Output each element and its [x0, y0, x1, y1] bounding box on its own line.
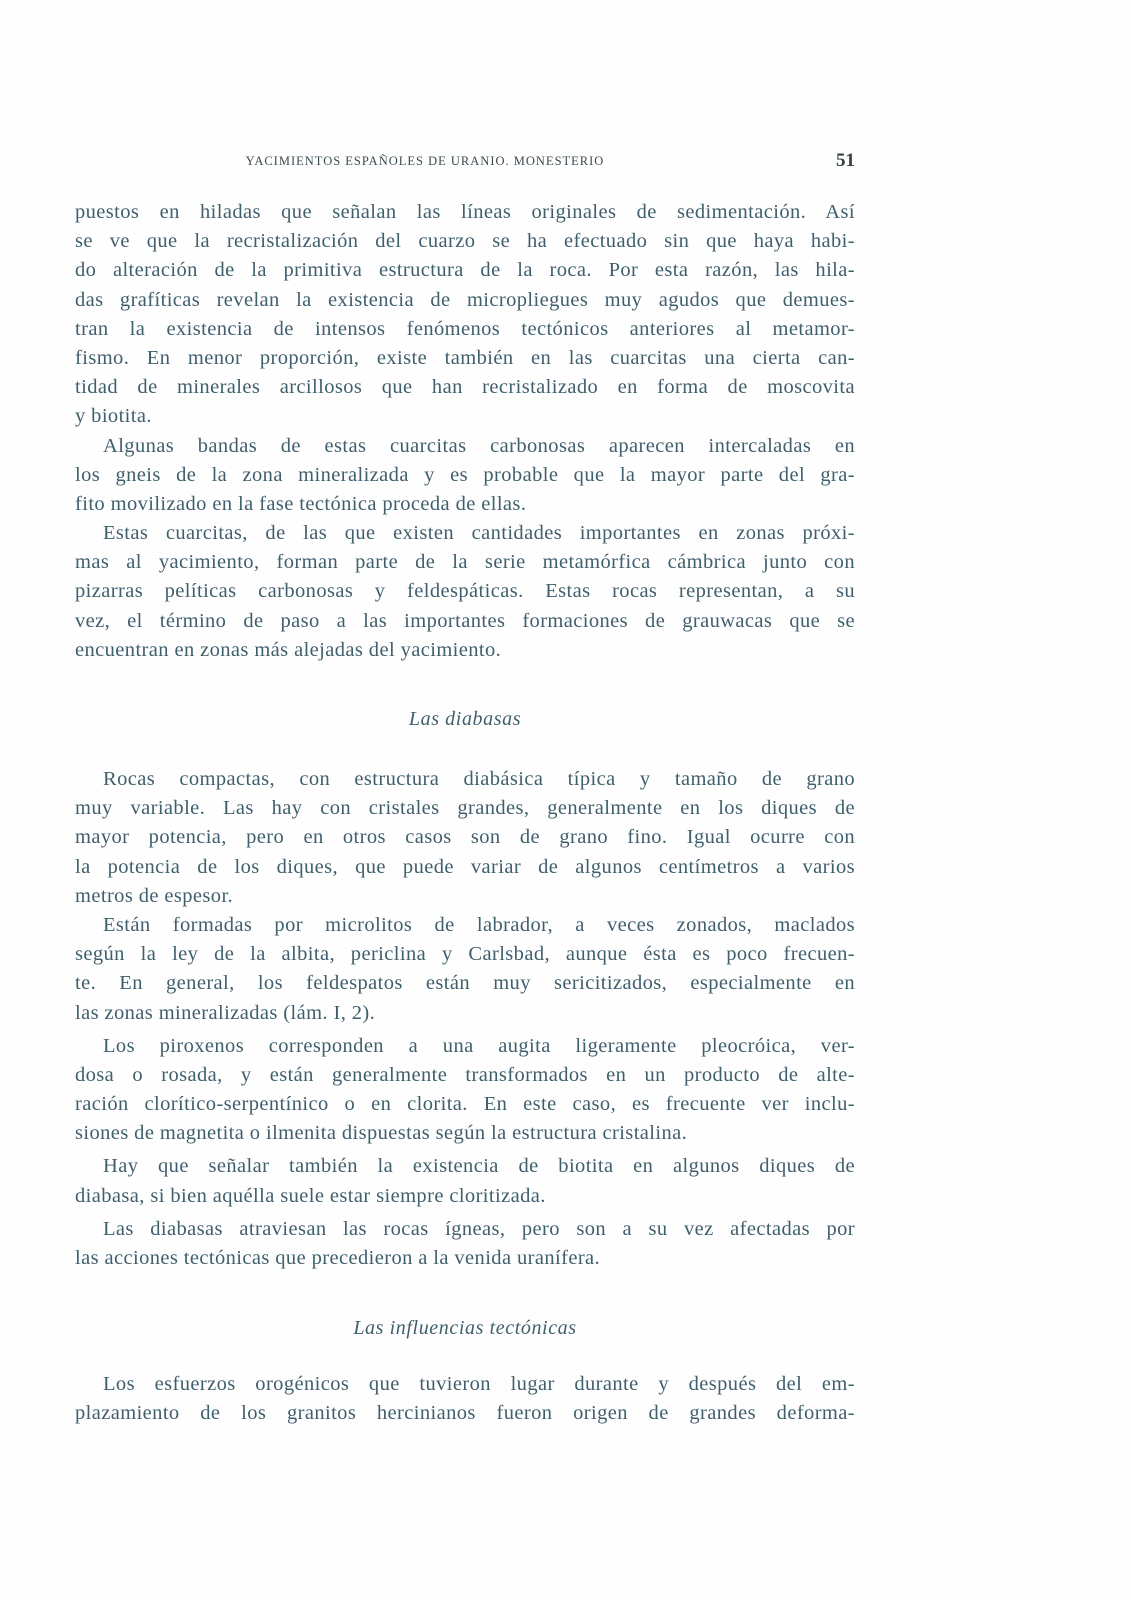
running-title: YACIMIENTOS ESPAÑOLES DE URANIO. MONESTERIO	[245, 154, 605, 168]
paragraph	[75, 765, 855, 911]
text-line: metros de espesor.	[75, 884, 234, 907]
text-line: pizarras pelíticas carbonosas y feldespáticas. Estas rocas representan, a su	[75, 580, 855, 603]
paragraph	[75, 519, 855, 665]
text-line: tran la existencia de intensos fenómenos tectónicos anteriores al metamor-	[75, 317, 855, 340]
text-line: Estas cuarcitas, de las que existen cantidades importantes en zonas próxi-	[103, 522, 855, 545]
section-heading-diabasas: Las diabasas	[408, 708, 522, 730]
text-line: plazamiento de los granitos hercinianos fueron origen de grandes deforma-	[75, 1402, 855, 1425]
paragraph	[75, 432, 855, 520]
text-line: mas al yacimiento, forman parte de la serie metamórfica cámbrica junto con	[75, 551, 855, 574]
text-line: ración clorítico-serpentínico o en clorita. En este caso, es frecuente ver inclu-	[75, 1093, 855, 1116]
text-line: te. En general, los feldespatos están muy sericitizados, especialmente en	[75, 972, 855, 995]
text-line: Las diabasas atraviesan las rocas ígneas, pero son a su vez afectadas por	[103, 1217, 855, 1240]
text-line: fismo. En menor proporción, existe también en las cuarcitas una cierta can-	[75, 346, 855, 369]
text-line: fito movilizado en la fase tectónica proceda de ellas.	[75, 492, 527, 515]
text-line: mayor potencia, pero en otros casos son de grano fino. Igual ocurre con	[75, 826, 855, 849]
paragraph	[75, 1370, 855, 1428]
text-line: dosa o rosada, y están generalmente transformados en un producto de alte-	[75, 1063, 855, 1086]
text-line: se ve que la recristalización del cuarzo se ha efectuado sin que haya habi-	[75, 230, 855, 253]
text-block-influencias	[75, 1370, 855, 1428]
text-line: Los piroxenos corresponden a una augita ligeramente pleocróica, ver-	[103, 1034, 855, 1057]
text-line: das grafíticas revelan la existencia de micropliegues muy agudos que demues-	[75, 288, 855, 311]
text-line: las zonas mineralizadas (lám. I, 2).	[75, 1001, 376, 1024]
text-line: siones de magnetita o ilmenita dispuestas según la estructura cristalina.	[75, 1122, 688, 1145]
paragraph	[75, 1152, 855, 1210]
paragraph	[75, 911, 855, 1028]
page-header	[75, 150, 855, 174]
page-number: 51	[836, 150, 855, 171]
text-line: según la ley de la albita, periclina y Carlsbad, aunque ésta es poco frecuen-	[75, 943, 855, 966]
text-line: Rocas compactas, con estructura diabásica típica y tamaño de grano	[103, 768, 855, 790]
paragraph	[75, 198, 855, 432]
text-line: do alteración de la primitiva estructura de la roca. Por esta razón, las hila-	[75, 259, 855, 282]
paragraph	[75, 1215, 855, 1273]
text-line: Están formadas por microlitos de labrador, a veces zonados, maclados	[103, 913, 855, 936]
text-block-cuarcitas	[75, 198, 855, 665]
text-line: Los esfuerzos orogénicos que tuvieron lugar durante y después del em-	[103, 1373, 855, 1395]
text-line: Hay que señalar también la existencia de biotita en algunos diques de	[103, 1155, 855, 1178]
text-block-diabasas	[75, 765, 855, 1273]
text-line: encuentran en zonas más alejadas del yacimiento.	[75, 638, 502, 661]
text-line: tidad de minerales arcillosos que han recristalizado en forma de moscovita	[75, 376, 855, 399]
text-line: y biotita.	[75, 405, 152, 428]
text-line: la potencia de los diques, que puede variar de algunos centímetros a varios	[75, 855, 855, 878]
text-line: puestos en hiladas que señalan las líneas originales de sedimentación. Así	[75, 201, 855, 223]
text-line: vez, el término de paso a las importantes formaciones de grauwacas que se	[75, 609, 855, 632]
text-line: muy variable. Las hay con cristales grandes, generalmente en los diques de	[75, 797, 855, 820]
text-line: las acciones tectónicas que precedieron a la venida uranífera.	[75, 1247, 601, 1269]
section-heading-influencias: Las influencias tectónicas	[353, 1317, 577, 1339]
text-line: diabasa, si bien aquélla suele estar siempre cloritizada.	[75, 1184, 546, 1207]
text-line: Algunas bandas de estas cuarcitas carbonosas aparecen intercaladas en	[103, 434, 855, 457]
paragraph	[75, 1032, 855, 1149]
text-line: los gneis de la zona mineralizada y es probable que la mayor parte del gra-	[75, 463, 855, 486]
